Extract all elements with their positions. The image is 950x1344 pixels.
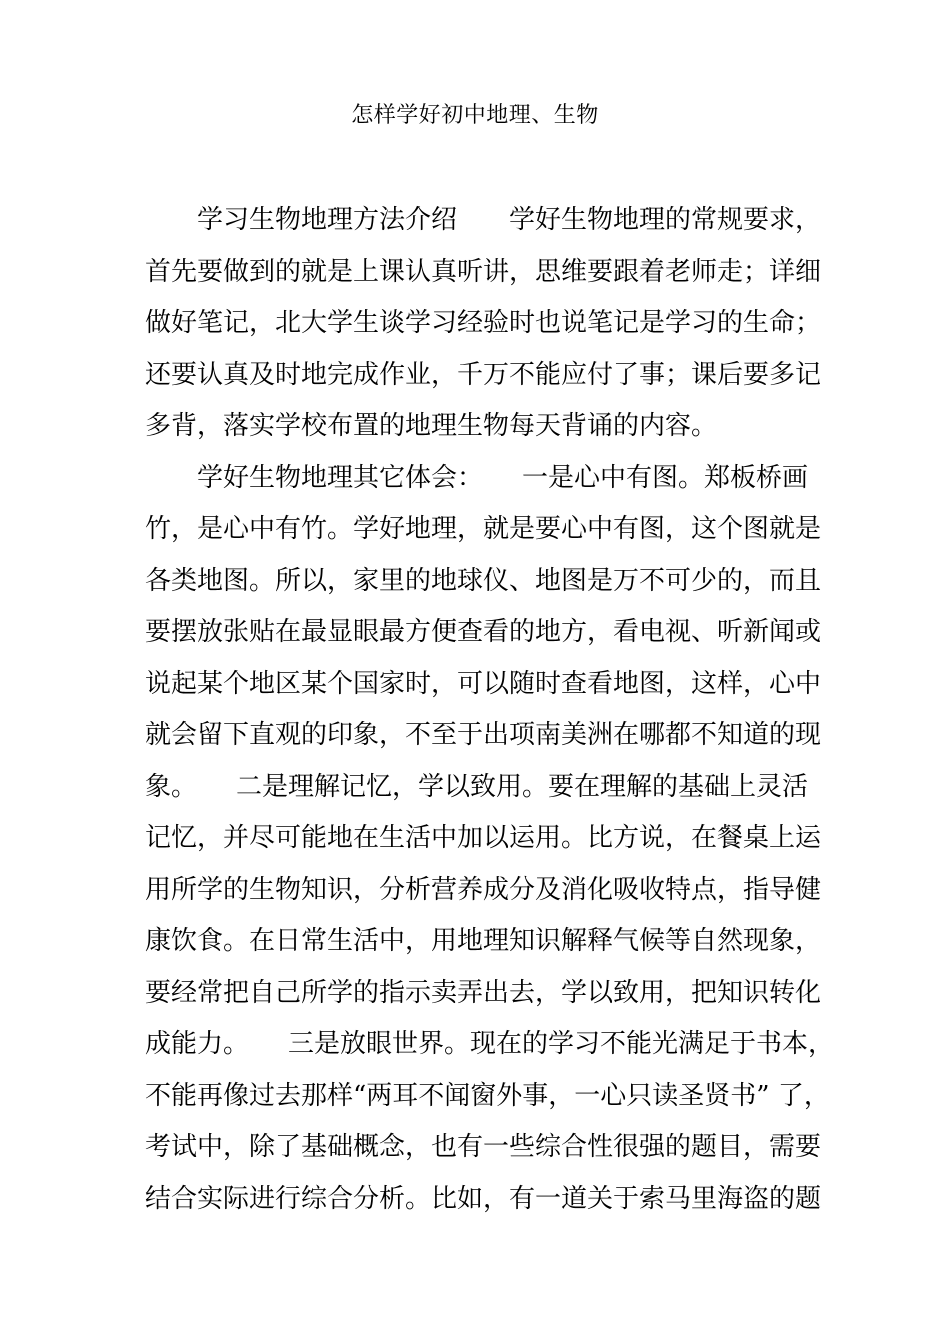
document-body [145,195,835,1225]
body-line: 用所学的生物知识，分析营养成分及消化吸收特点，指导健 [145,874,822,905]
body-line: 不能再像过去那样“两耳不闻窗外事，一心只读圣贤书” 了， [145,1080,830,1111]
body-line: 记忆，并尽可能地在生活中加以运用。比方说，在餐桌上运 [145,823,822,853]
body-line: 首先要做到的就是上课认真听讲，思维要跟着老师走；详细 [145,256,822,287]
body-line: 还要认真及时地完成作业，千万不能应付了事；课后要多记 [145,359,822,390]
body-line: 要摆放张贴在最显眼最方便查看的地方，看电视、听新闻或 [145,617,822,647]
body-line: 康饮食。在日常生活中，用地理知识解释气候等自然现象， [145,926,822,956]
body-line: 考试中，除了基础概念，也有一些综合性很强的题目，需要 [145,1132,822,1162]
body-line: 竹，是心中有竹。学好地理，就是要心中有图，这个图就是 [145,514,822,544]
body-line: 学好生物地理其它体会： 一是心中有图。郑板桥画 [145,462,809,493]
body-line: 象。 二是理解记忆，学以致用。要在理解的基础上灵活 [145,771,809,802]
body-line: 各类地图。所以，家里的地球仪、地图是万不可少的，而且 [145,565,822,596]
body-line: 做好笔记，北大学生谈学习经验时也说笔记是学习的生命； [145,308,822,338]
document-title: 怎样学好初中地理、生物 [351,103,599,128]
body-line: 要经常把自己所学的指示卖弄出去，学以致用，把知识转化 [145,977,822,1008]
body-line: 成能力。 三是放眼世界。现在的学习不能光满足于书本， [145,1029,835,1059]
body-line: 就会留下直观的印象，不至于出项南美洲在哪都不知道的现 [145,720,822,750]
body-line: 说起某个地区某个国家时，可以随时查看地图，这样，心中 [145,668,822,699]
body-line: 结合实际进行综合分析。比如，有一道关于索马里海盗的题 [145,1183,822,1214]
body-line: 学习生物地理方法介绍 学好生物地理的常规要求， [145,205,822,235]
body-line: 多背，落实学校布置的地理生物每天背诵的内容。 [145,411,718,441]
